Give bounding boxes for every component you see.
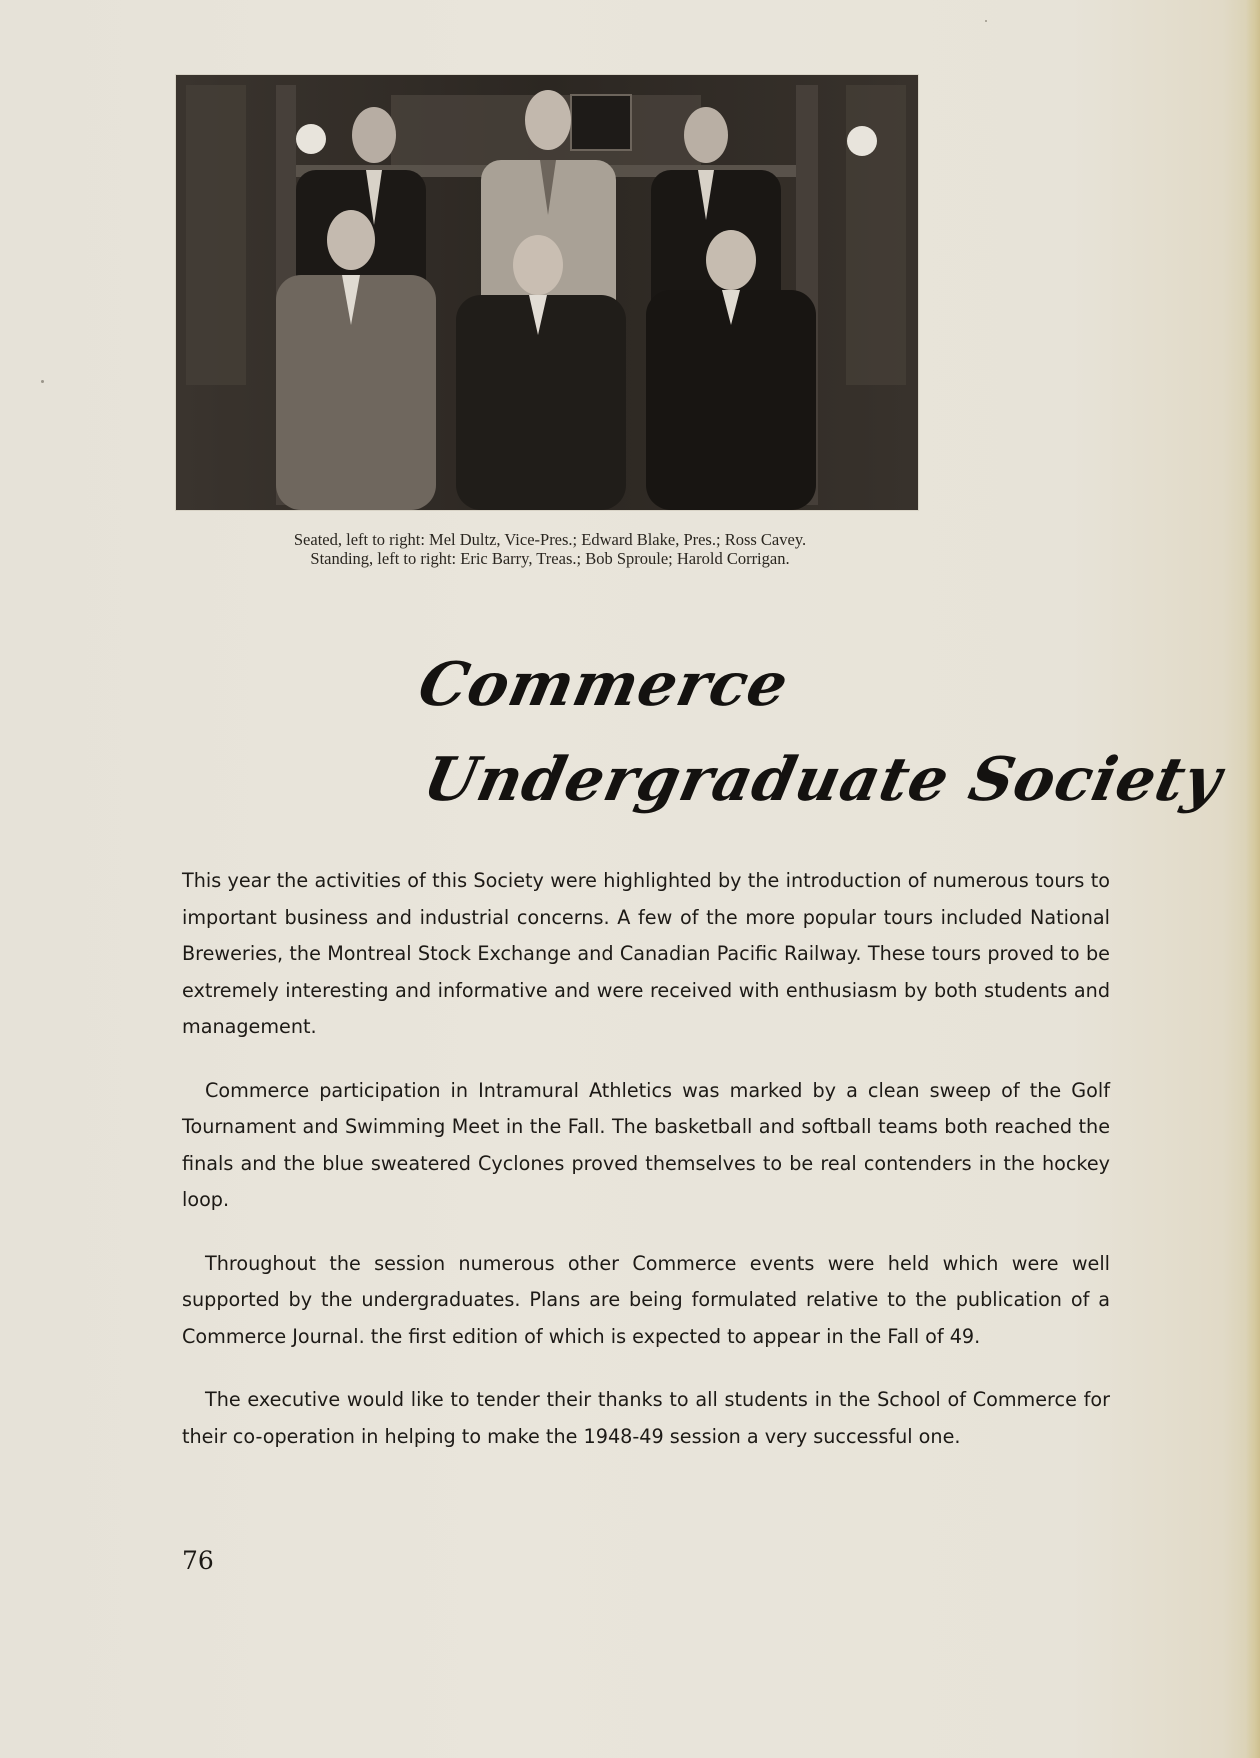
- caption-standing-line: Standing, left to right: Eric Barry, Treas.; Bob Sproule; Harold Corrigan.: [310, 549, 790, 568]
- article-body: [182, 863, 1110, 1482]
- photo-caption: [190, 530, 910, 568]
- page-title-line-2: Undergraduate Society: [417, 745, 1229, 815]
- paragraph-thanks: The executive would like to tender their thanks to all students in the School of Commerce for their co-operation in helping to make the 1948-49 session a very successful one.: [182, 1388, 1110, 1448]
- paper-speck: [985, 20, 987, 22]
- paragraph-tours: This year the activities of this Society were highlighted by the introduction of numerous tours to important business and industrial concerns. A few of the more popular tours included National Breweries, the Montreal Stock Exchange and Canadian Pacific Railway. These tours proved to be extremely interesting and informative and were received with enthusiasm by both students and management.: [182, 869, 1110, 1038]
- wall-lamp: [847, 126, 877, 156]
- caption-seated-line: Seated, left to right: Mel Dultz, Vice-Pres.; Edward Blake, Pres.; Ross Cavey.: [293, 530, 807, 549]
- page-number: 76: [182, 1546, 214, 1575]
- page-title-line-1: Commerce: [412, 650, 795, 720]
- wall-lamp: [296, 124, 326, 154]
- paragraph-events: Throughout the session numerous other Commerce events were held which were well supported by the undergraduates. Plans are being formulated relative to the publication of a Commerce Journal. the first edition of which is expected to appear in the Fall of 49.: [182, 1251, 1110, 1348]
- wall-plaque: [571, 95, 631, 150]
- page-binding-edge: [1246, 0, 1260, 1758]
- paper-speck: [41, 380, 44, 383]
- group-photo: [176, 75, 918, 510]
- group-photo-image: [176, 75, 918, 510]
- paragraph-athletics: Commerce participation in Intramural Athletics was marked by a clean sweep of the Golf Tournament and Swimming Meet in the Fall. The basketball and softball teams both reached the finals and the blue sweatered Cyclones proved themselves to be real contenders in the hockey loop.: [182, 1078, 1110, 1211]
